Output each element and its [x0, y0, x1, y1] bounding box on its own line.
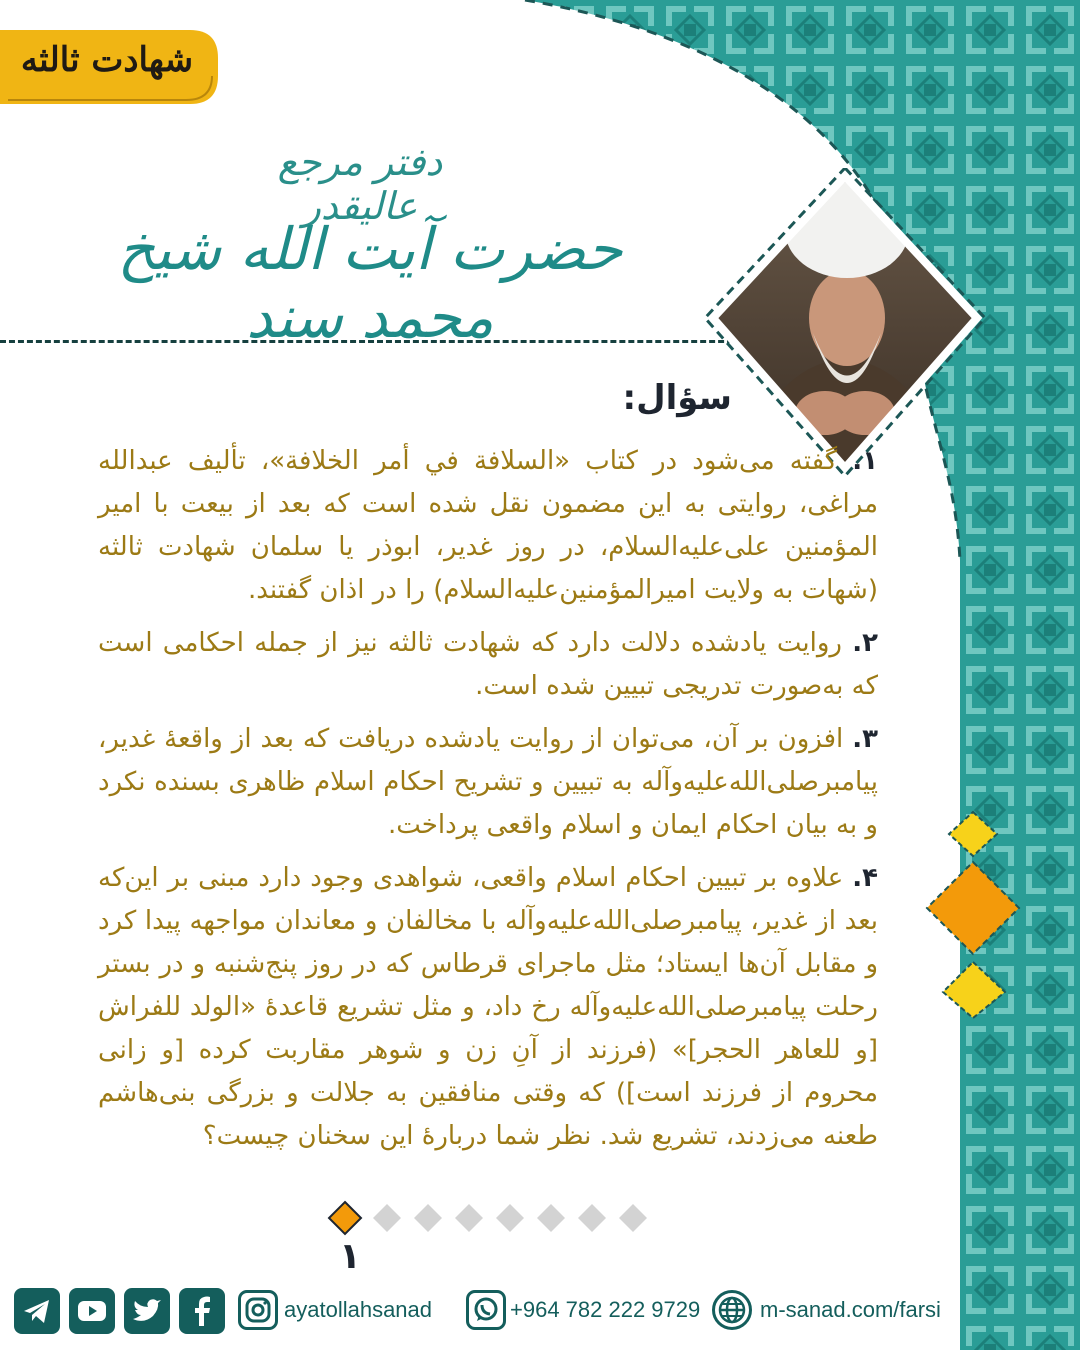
- paragraph-text: افزون بر آن، می‌توان از روایت یادشده دریافت که بعد از واقعهٔ غدیر، پیامبرصلی‌الله‌علیه‌وآله به تبیین و تشریح احکام اسلام ظاهری بسنده نکرد و به بیان احکام ایمان و اسلام واقعی پرداخت.: [98, 724, 878, 840]
- pager-dot: [455, 1204, 483, 1232]
- question-body: [98, 440, 878, 1168]
- logo-cleric-name: حضرت آیت الله شیخ محمد سند: [117, 215, 623, 351]
- pager-dot: [373, 1204, 401, 1232]
- facebook-icon[interactable]: [179, 1288, 225, 1334]
- instagram-handle[interactable]: ayatollahsanad: [284, 1297, 433, 1322]
- pager-dot: [537, 1204, 565, 1232]
- portrait-image: [705, 168, 985, 478]
- header-divider: [0, 340, 760, 343]
- whatsapp-number[interactable]: +964 782 222 9729: [510, 1297, 701, 1322]
- paragraph-text: روایت یادشده دلالت دارد که شهادت ثالثه نیز از جمله احکامی است که به‌صورت تدریجی تبیین شده است.: [98, 628, 878, 701]
- page-indicator: [325, 1198, 655, 1238]
- pager-dot: [619, 1204, 647, 1232]
- question-paragraph-1: [98, 440, 878, 612]
- question-title: سؤال:: [622, 378, 732, 418]
- paragraph-text: علاوه بر تبیین احکام اسلام واقعی، شواهدی وجود دارد مبنی بر این‌که بعد از غدیر، پیامبرصلی‌الله‌علیه‌وآله با مخالفان و معاندان مواجهه پیدا کرد و مقابل آن‌ها ایستاد؛ مثل ماجرای قرطاس که در روز پنج‌شنبه و در بستر رحلت پیامبرصلی‌الله‌علیه‌وآله رخ داد، و مثل تشریع قاعدهٔ «الولد للفراش [و للعاهر الحجر]» (فرزند از آنِ زن و شوهر مقاربت کرده [و زانی محروم از فرزند است]) که وقتی منافقین به جلالت و بزرگی بنی‌هاشم طعنه می‌زدند، تشریع شد. نظر شما دربارهٔ این سخنان چیست؟: [98, 863, 878, 1151]
- globe-icon[interactable]: [712, 1290, 752, 1330]
- paragraph-number: ۳.: [852, 724, 878, 754]
- decorative-diamonds: [925, 810, 1025, 1020]
- paragraph-number: ۲.: [852, 628, 878, 658]
- pager-dot-active: [329, 1202, 361, 1234]
- paragraph-number: ۴.: [852, 863, 878, 893]
- paragraph-number: ۱.: [852, 446, 878, 476]
- pager-dot: [496, 1204, 524, 1232]
- youtube-icon[interactable]: [69, 1288, 115, 1334]
- website-link[interactable]: m-sanad.com/farsi: [760, 1297, 941, 1322]
- whatsapp-icon[interactable]: [466, 1290, 506, 1330]
- question-paragraph-2: [98, 622, 878, 708]
- pager-dot: [414, 1204, 442, 1232]
- page-number: ۱: [339, 1236, 361, 1277]
- logo-office-title: دفتر مرجع عالیقدر: [277, 140, 443, 228]
- twitter-icon[interactable]: [124, 1288, 170, 1334]
- pager-dot: [578, 1204, 606, 1232]
- telegram-icon[interactable]: [14, 1288, 60, 1334]
- footer: [14, 1288, 974, 1340]
- topic-badge: شهادت ثالثه: [20, 40, 194, 80]
- question-paragraph-4: [98, 857, 878, 1158]
- paragraph-text: گفته می‌شود در کتاب «السلافة في أمر الخلافة»، تألیف عبدالله مراغی، روایتی به این مضمون نقل شده است که بعد از بیعت با امیر المؤمنین علی‌علیه‌السلام، در روز غدیر، ابوذر یا سلمان شهادت ثالثه (شهات به ولایت امیرالمؤمنین‌علیه‌السلام) را در اذان گفتند.: [98, 446, 878, 605]
- question-paragraph-3: [98, 718, 878, 847]
- instagram-icon[interactable]: [238, 1290, 278, 1330]
